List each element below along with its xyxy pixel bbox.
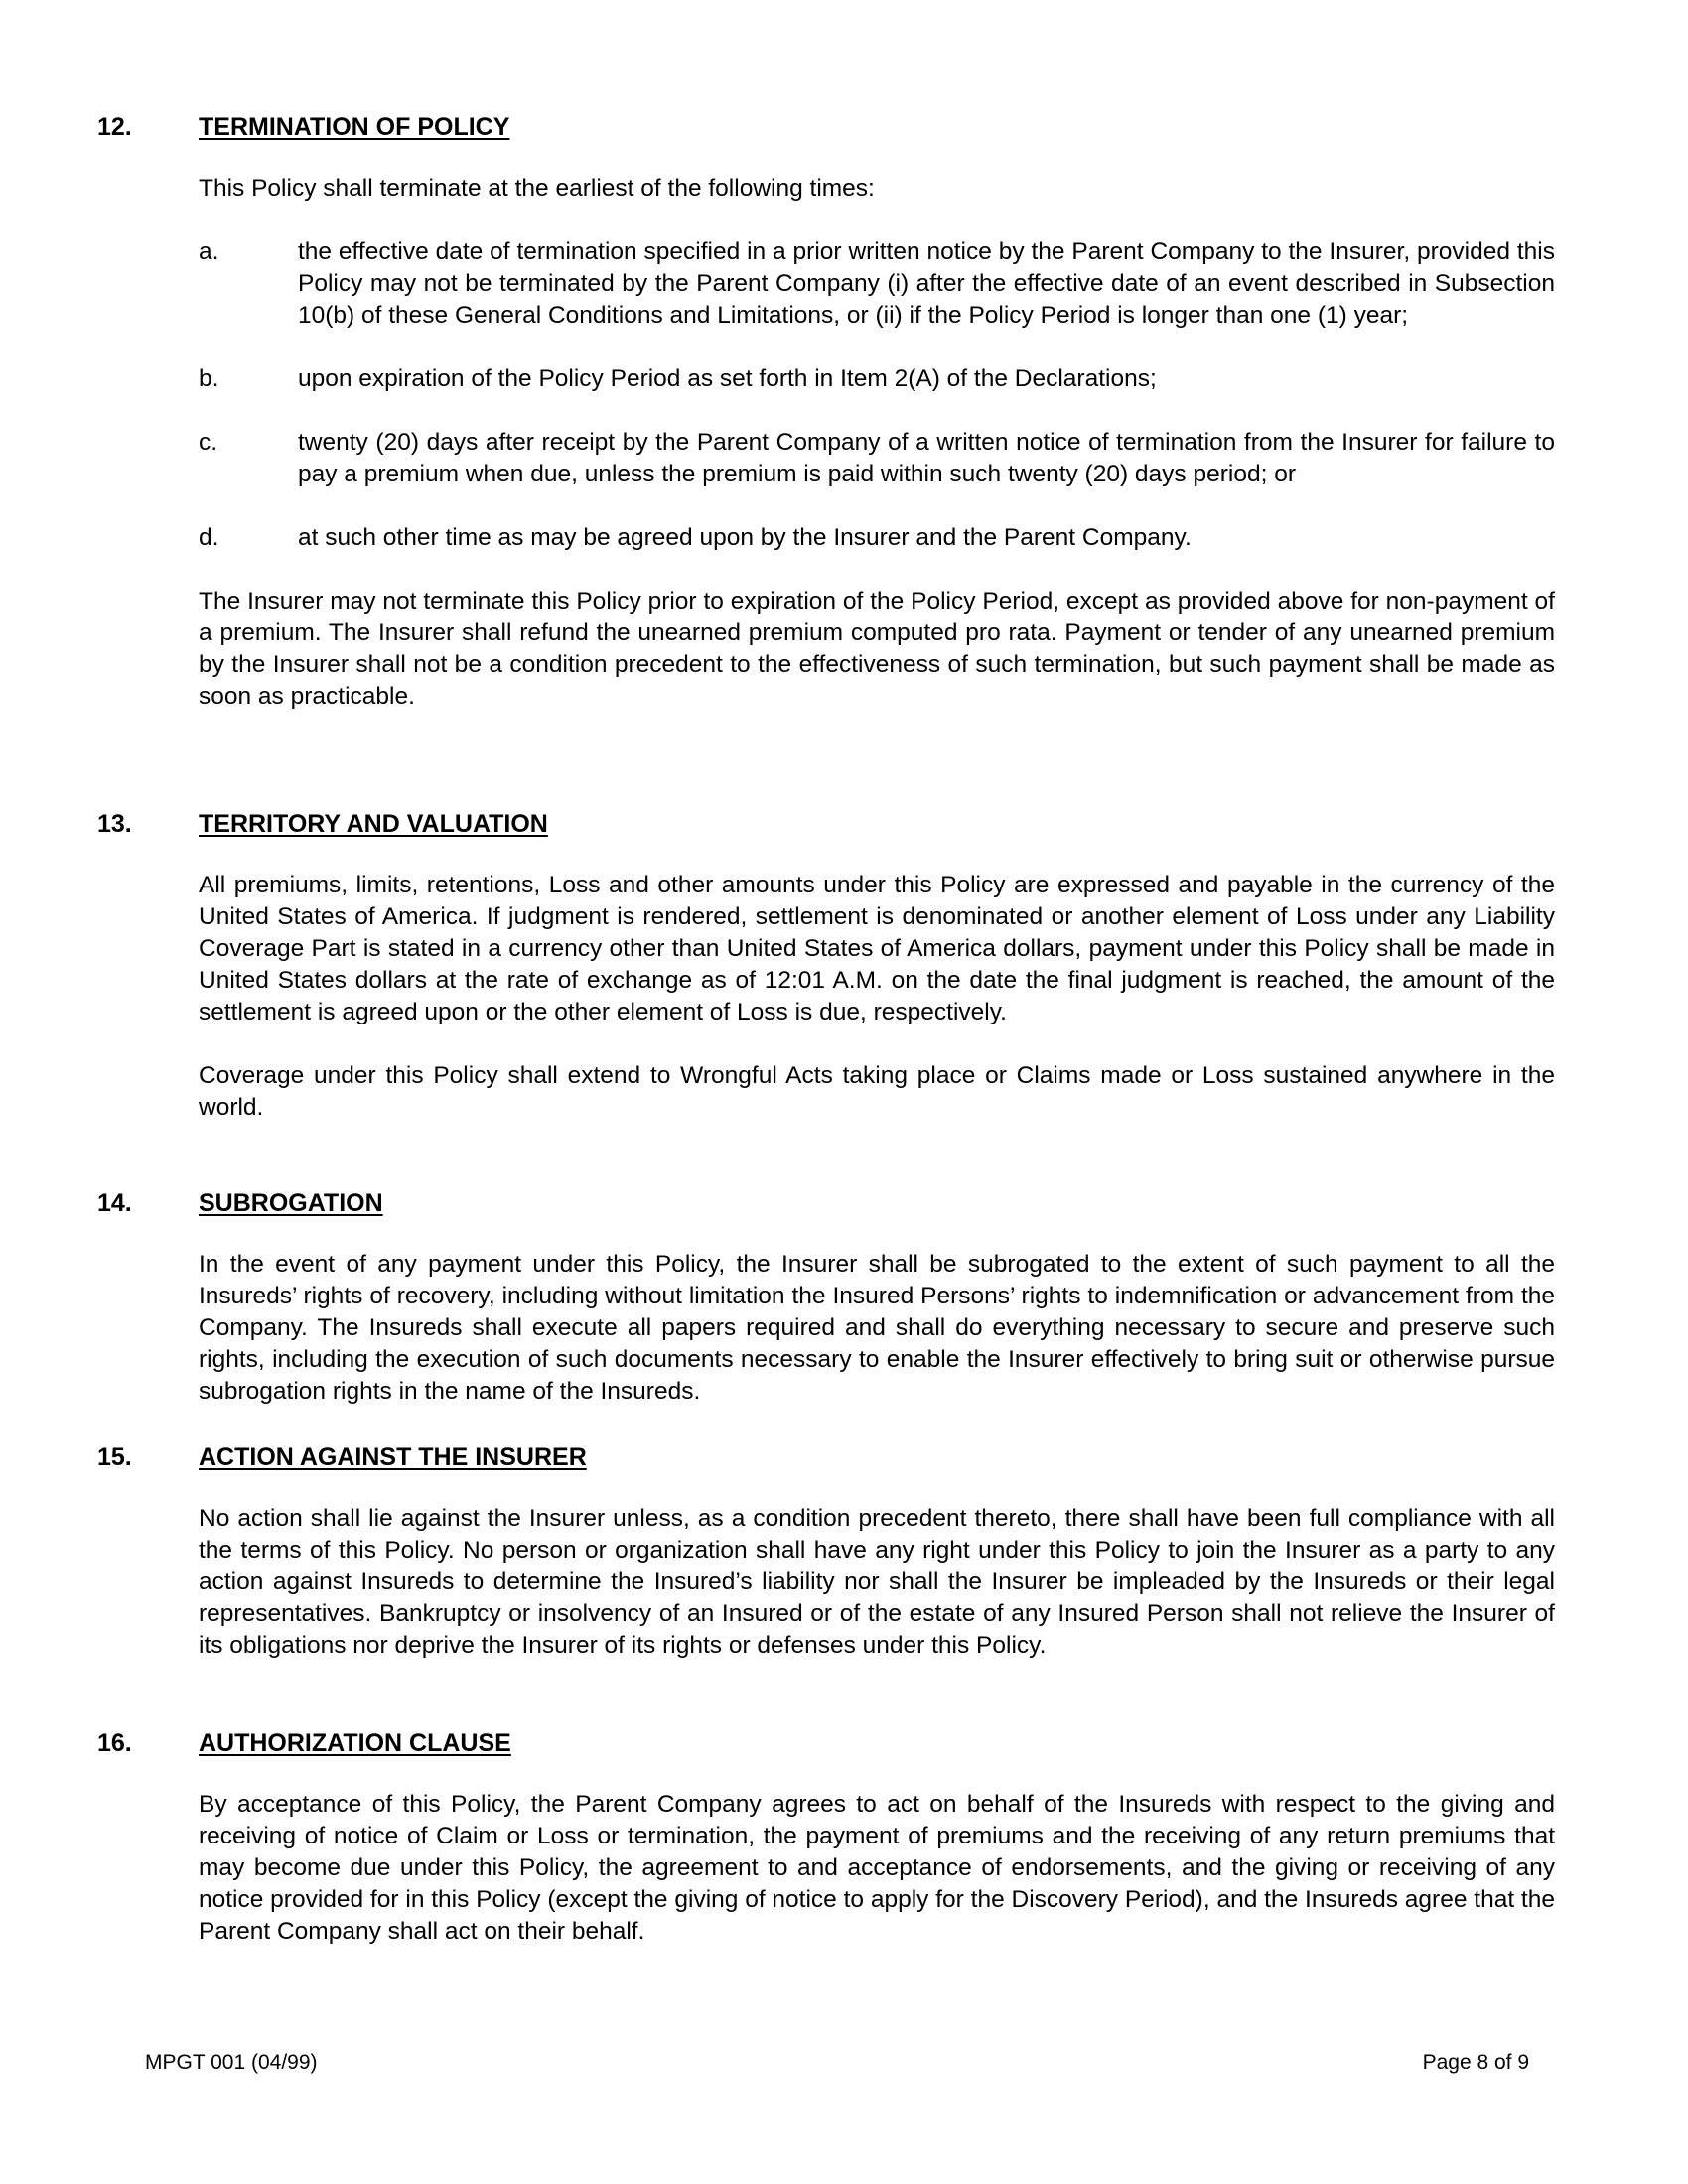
list-letter: a.	[199, 238, 219, 265]
section-paragraph: In the event of any payment under this Policy, the Insurer shall be subrogated to the extent of such payment to all the Insureds’ rights of recovery, including without limitation the Insured Persons’ rights to indemnification or advancement from the Company. The Insureds shall execute all papers required and shall do everything necessary to secure and preserve such rights, including the execution of such documents necessary to enable the Insurer effectively to bring suit or otherwise pursue subrogation rights in the name of the Insureds.	[199, 1251, 1555, 1405]
section-number: 13.	[97, 810, 132, 838]
section-paragraph: All premiums, limits, retentions, Loss and other amounts under this Policy are expressed and payable in the currency of the United States of America. If judgment is rendered, settlement is denominated or another element of Loss under any Liability Coverage Part is stated in a currency other than United States of America dollars, payment under this Policy shall be made in United States dollars at the rate of exchange as of 12:01 A.M. on the date the final judgment is reached, the amount of the settlement is agreed upon or the other element of Loss is due, respectively.	[199, 872, 1555, 1025]
section-intro: This Policy shall terminate at the earliest of the following times:	[199, 175, 875, 202]
section-paragraph: By acceptance of this Policy, the Parent Company agrees to act on behalf of the Insureds with respect to the giving and receiving of notice of Claim or Loss or termination, the payment of premiums and the receiving of any return premiums that may become due under this Policy, the agreement to and acceptance of endorsements, and the giving or receiving of any notice provided for in this Policy (except the giving of notice to apply for the Discovery Period), and the Insureds agree that the Parent Company shall act on their behalf.	[199, 1791, 1555, 1945]
section-authorization-clause	[97, 1725, 1557, 1979]
list-letter: c.	[199, 429, 218, 456]
section-title: TERRITORY AND VALUATION	[199, 810, 548, 838]
list-letter: b.	[199, 365, 219, 392]
section-action-against-the-insurer	[97, 1439, 1557, 1694]
section-termination-of-policy	[97, 109, 1557, 745]
section-title: AUTHORIZATION CLAUSE	[199, 1729, 511, 1757]
section-paragraph: Coverage under this Policy shall extend to Wrongful Acts taking place or Claims made or Loss sustained anywhere in the world.	[199, 1062, 1555, 1121]
section-number: 15.	[97, 1443, 132, 1471]
section-title: SUBROGATION	[199, 1189, 383, 1217]
list-item-a	[199, 236, 1555, 332]
section-heading	[97, 109, 1557, 145]
list-item-c	[199, 427, 1555, 490]
section-heading	[97, 806, 1557, 842]
section-heading	[97, 1439, 1557, 1475]
list-text: at such other time as may be agreed upon by the Insurer and the Parent Company.	[298, 524, 1192, 551]
section-subrogation	[97, 1185, 1557, 1439]
section-number: 12.	[97, 113, 132, 141]
section-heading	[97, 1725, 1557, 1761]
footer-form-id: MPGT 001 (04/99)	[145, 2051, 318, 2074]
section-number: 16.	[97, 1729, 132, 1757]
section-closing: The Insurer may not terminate this Policy prior to expiration of the Policy Period, except as provided above for non-payment of a premium. The Insurer shall refund the unearned premium computed pro rata. Payment or tender of any unearned premium by the Insurer shall not be a condition precedent to the effectiveness of such termination, but such payment shall be made as soon as practicable.	[199, 588, 1555, 710]
section-paragraph: No action shall lie against the Insurer unless, as a condition precedent thereto, there shall have been full compliance with all the terms of this Policy. No person or organization shall have any right under this Policy to join the Insurer as a party to any action against Insureds to determine the Insured’s liability nor shall the Insurer be impleaded by the Insureds or their legal representatives. Bankruptcy or insolvency of an Insured or of the estate of any Insured Person shall not relieve the Insurer of its obligations nor deprive the Insurer of its rights or defenses under this Policy.	[199, 1505, 1555, 1659]
list-text: twenty (20) days after receipt by the Parent Company of a written notice of termination from the Insurer for failure to pay a premium when due, unless the premium is paid within such twenty (20) days period; or	[298, 429, 1555, 487]
section-title: TERMINATION OF POLICY	[199, 113, 510, 141]
list-letter: d.	[199, 524, 219, 551]
section-heading	[97, 1185, 1557, 1221]
footer-page-number: Page 8 of 9	[1422, 2051, 1529, 2074]
list-text: the effective date of termination specified in a prior written notice by the Parent Company to the Insurer, provided this Policy may not be terminated by the Parent Company (i) after the effective date of an event described in Subsection 10(b) of these General Conditions and Limitations, or (ii) if the Policy Period is longer than one (1) year;	[298, 238, 1555, 329]
section-territory-and-valuation	[97, 806, 1557, 1156]
list-item-d	[199, 522, 1555, 554]
section-title: ACTION AGAINST THE INSURER	[199, 1443, 587, 1471]
list-text: upon expiration of the Policy Period as set forth in Item 2(A) of the Declarations;	[298, 365, 1157, 392]
section-number: 14.	[97, 1189, 132, 1217]
list-item-b	[199, 363, 1555, 395]
